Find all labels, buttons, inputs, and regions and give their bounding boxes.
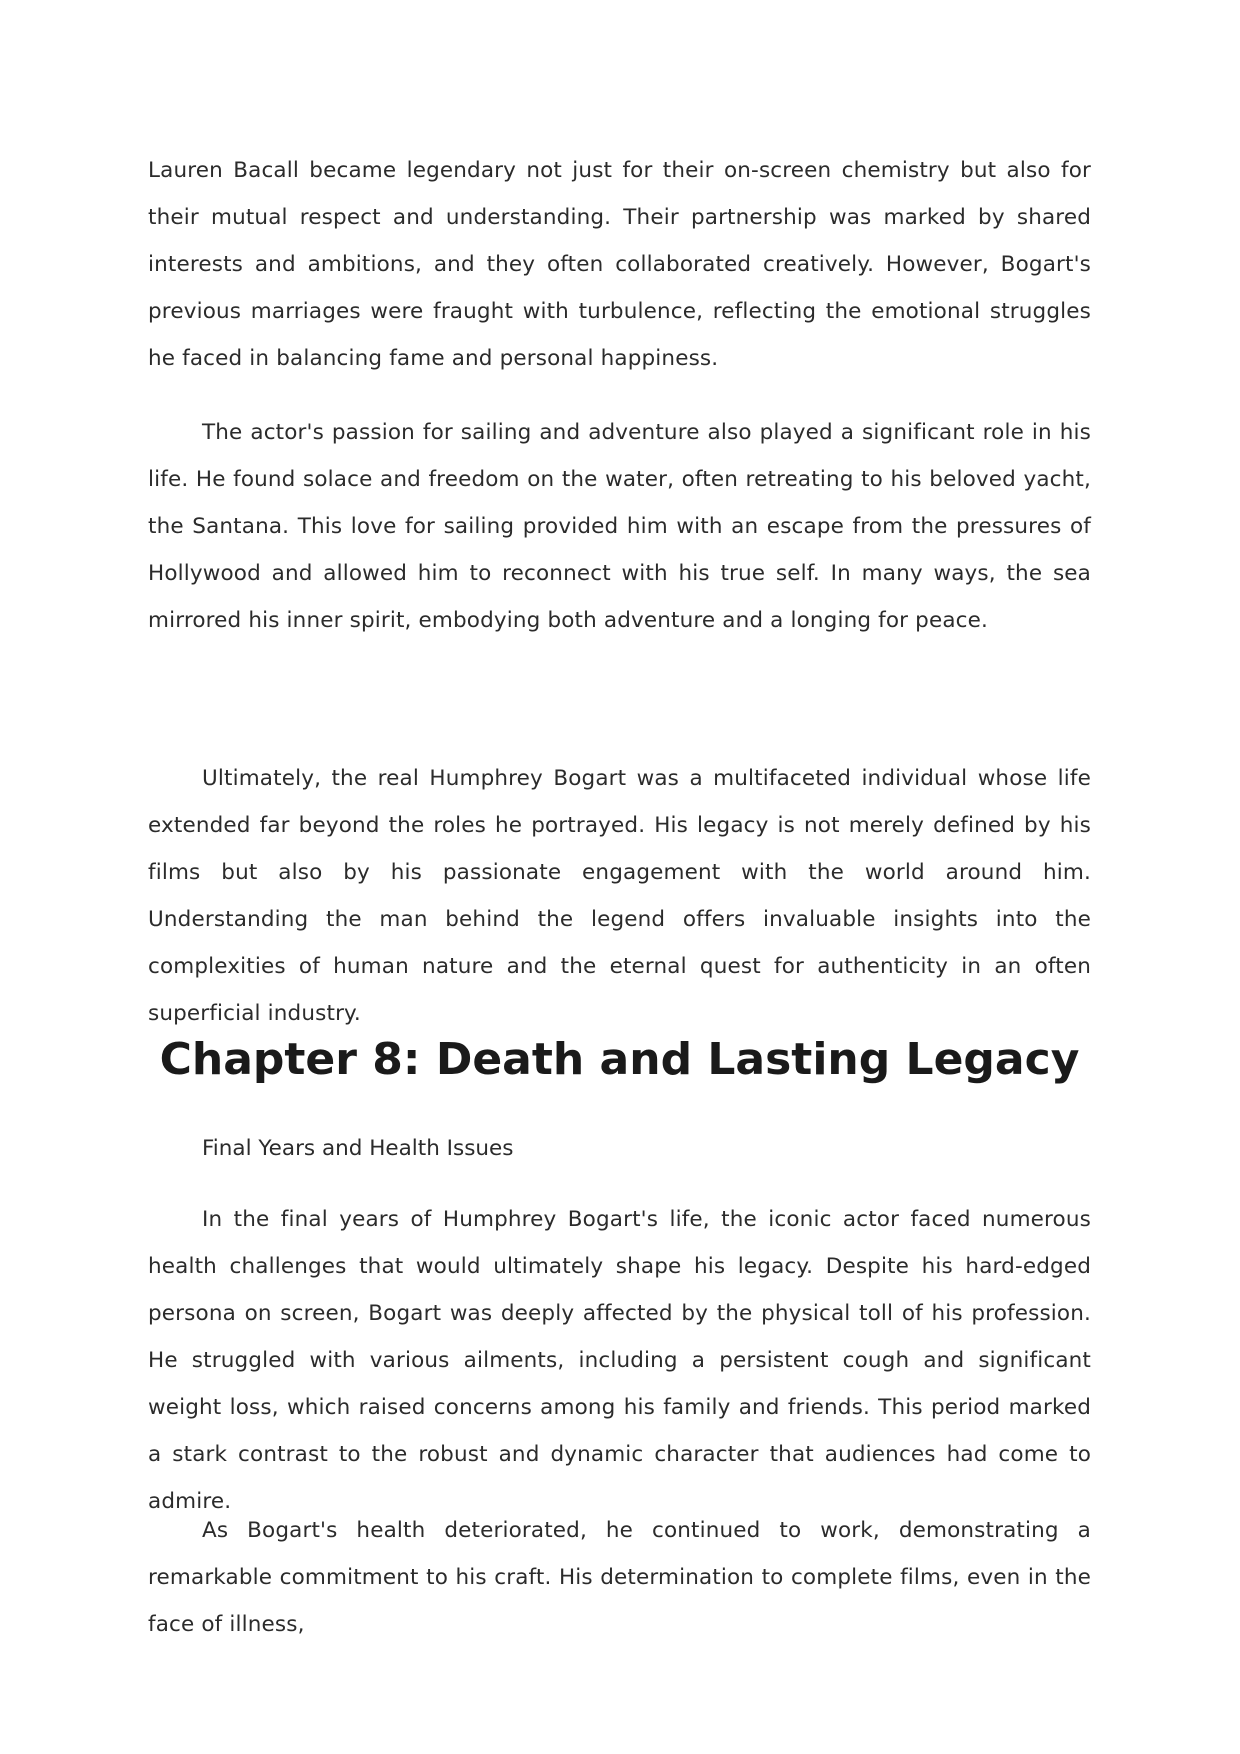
section-subheading: Final Years and Health Issues (202, 1136, 514, 1161)
chapter-title: Chapter 8: Death and Lasting Legacy (159, 1034, 1080, 1085)
body-paragraph: Ultimately, the real Humphrey Bogart was a multifaceted individual whose life extended far beyond the roles he portrayed. His legacy is not merely defined by his films but also by his passionate engagement with the world around him. Understanding the man behind the legend offers invaluable insights into the complexities of human nature and the eternal quest for authenticity in an often superficial industry. (148, 766, 1091, 1026)
body-paragraph: Lauren Bacall became legendary not just for their on-screen chemistry but also for their mutual respect and understanding. Their partnership was marked by shared interests and ambitions, and they often collaborated creatively. However, Bogart's previous marriages were fraught with turbulence, reflecting the emotional struggles he faced in balancing fame and personal happiness. (148, 158, 1091, 371)
body-paragraph: As Bogart's health deteriorated, he continued to work, demonstrating a remarkable commitment to his craft. His determination to complete films, even in the face of illness, (148, 1518, 1091, 1637)
body-paragraph: The actor's passion for sailing and adventure also played a significant role in his life. He found solace and freedom on the water, often retreating to his beloved yacht, the Santana. This love for sailing provided him with an escape from the pressures of Hollywood and allowed him to reconnect with his true self. In many ways, the sea mirrored his inner spirit, embodying both adventure and a longing for peace. (148, 420, 1091, 633)
body-paragraph: In the final years of Humphrey Bogart's life, the iconic actor faced numerous health challenges that would ultimately shape his legacy. Despite his hard-edged persona on screen, Bogart was deeply affected by the physical toll of his profession. He struggled with various ailments, including a persistent cough and significant weight loss, which raised concerns among his family and friends. This period marked a stark contrast to the robust and dynamic character that audiences had come to admire. (148, 1207, 1091, 1514)
